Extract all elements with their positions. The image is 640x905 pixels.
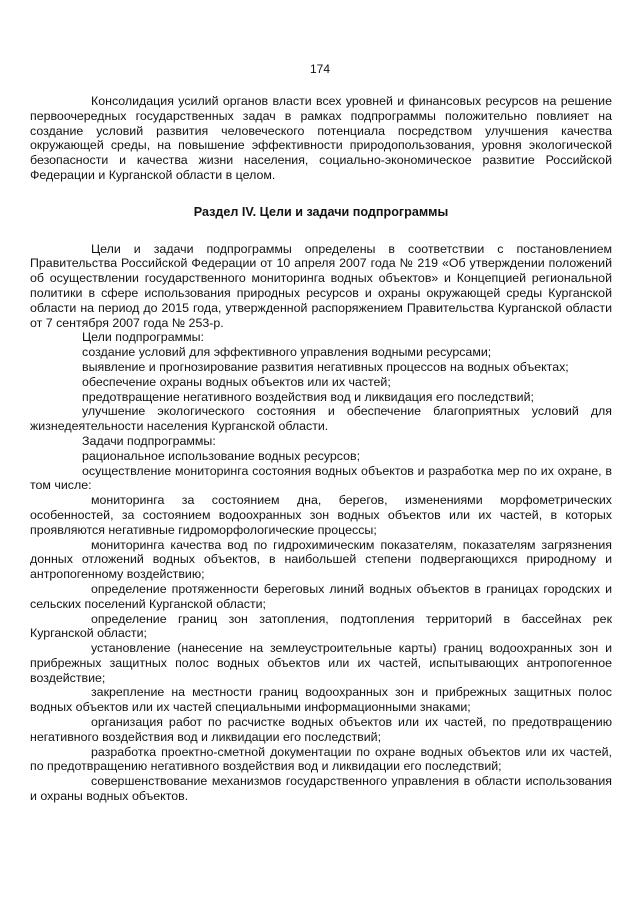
intro-paragraph: Консолидация усилий органов власти всех уровней и финансовых ресурсов на решение первоочередных государственных задач в рамках подпрограммы положительно повлияет на создание условий развития человеческого потенциала посредством улучшения качества окружающей среды, на повышение эффективности природопользования, уровня экологической безопасности и качества жизни населения, социально-экономическое развитие Российской Федерации и Курганской области в целом.: [30, 94, 612, 182]
page-number: 174: [309, 62, 331, 76]
list-item: осуществление мониторинга состояния водных объектов и разработка мер по их охране, в том числе:: [30, 463, 612, 493]
goals-list: [30, 330, 612, 434]
list-item: разработка проектно-сметной документации по охране водных объектов или их частей, по предотвращению негативного воздействия вод и ликвидации его последствий;: [30, 744, 612, 774]
list-item: определение границ зон затопления, подтопления территорий в бассейнах рек Курганской области;: [30, 611, 612, 641]
list-item: предотвращение негативного воздействия вод и ликвидация его последствий;: [82, 389, 534, 404]
list-item: мониторинга качества вод по гидрохимическим показателям, показателям загрязнения донных отложений водных объектов, в наибольшей степени подвергающихся природному и антропогенному воздействию;: [30, 537, 612, 582]
tasks-list: [30, 434, 612, 493]
list-item: установление (нанесение на землеустроительные карты) границ водоохранных зон и прибрежных защитных полос водных объектов или их частей, испытывающих антропогенное воздействие;: [30, 641, 612, 685]
basis-paragraph: Цели и задачи подпрограммы определены в соответствии с постановлением Правительства Российской Федерации от 10 апреля 2007 года № 219 «Об утверждении положений об осуществлении государственного мониторинга водных объектов» и Концепцией региональной политики в сфере использования природных ресурсов и охраны окружающей среды Курганской области на период до 2015 года, утвержденной распоряжением Правительства Курганской области от 7 сентября 2007 года № 253-р.: [30, 241, 612, 330]
section-title: Раздел IV. Цели и задачи подпрограммы: [193, 204, 449, 219]
list-item: организация работ по расчистке водных объектов или их частей, по предотвращению негативного воздействия вод и ликвидации его последствий;: [30, 715, 612, 744]
goals-label: Цели подпрограммы:: [82, 330, 204, 345]
list-item: закрепление на местности границ водоохранных зон и прибрежных защитных полос водных объектов или их частей специальными информационными знаками;: [30, 685, 612, 715]
list-item: определение протяженности береговых линий водных объектов в границах городских и сельских поселений Курганской области;: [30, 581, 612, 611]
list-item: выявление и прогнозирование развития негативных процессов на водных объектах;: [82, 359, 569, 374]
subtasks-list: [30, 493, 612, 804]
list-item: мониторинга за состоянием дна, берегов, изменениями морфометрических особенностей, за состоянием водоохранных зон водных объектов или их частей, в которых проявляются негативные гидроморфологические процессы;: [30, 493, 612, 537]
list-item: обеспечение охраны водных объектов или их частей;: [82, 374, 391, 389]
list-item: рациональное использование водных ресурсов;: [82, 448, 361, 463]
list-item: создание условий для эффективного управления водными ресурсами;: [82, 345, 492, 360]
page-content: [30, 94, 612, 804]
tasks-label: Задачи подпрограммы:: [82, 433, 216, 448]
list-item: улучшение экологического состояния и обеспечение благоприятных условий для жизнедеятельности населения Курганской области.: [30, 404, 612, 434]
list-item: совершенствование механизмов государственного управления в области использования и охраны водных объектов.: [30, 774, 612, 804]
